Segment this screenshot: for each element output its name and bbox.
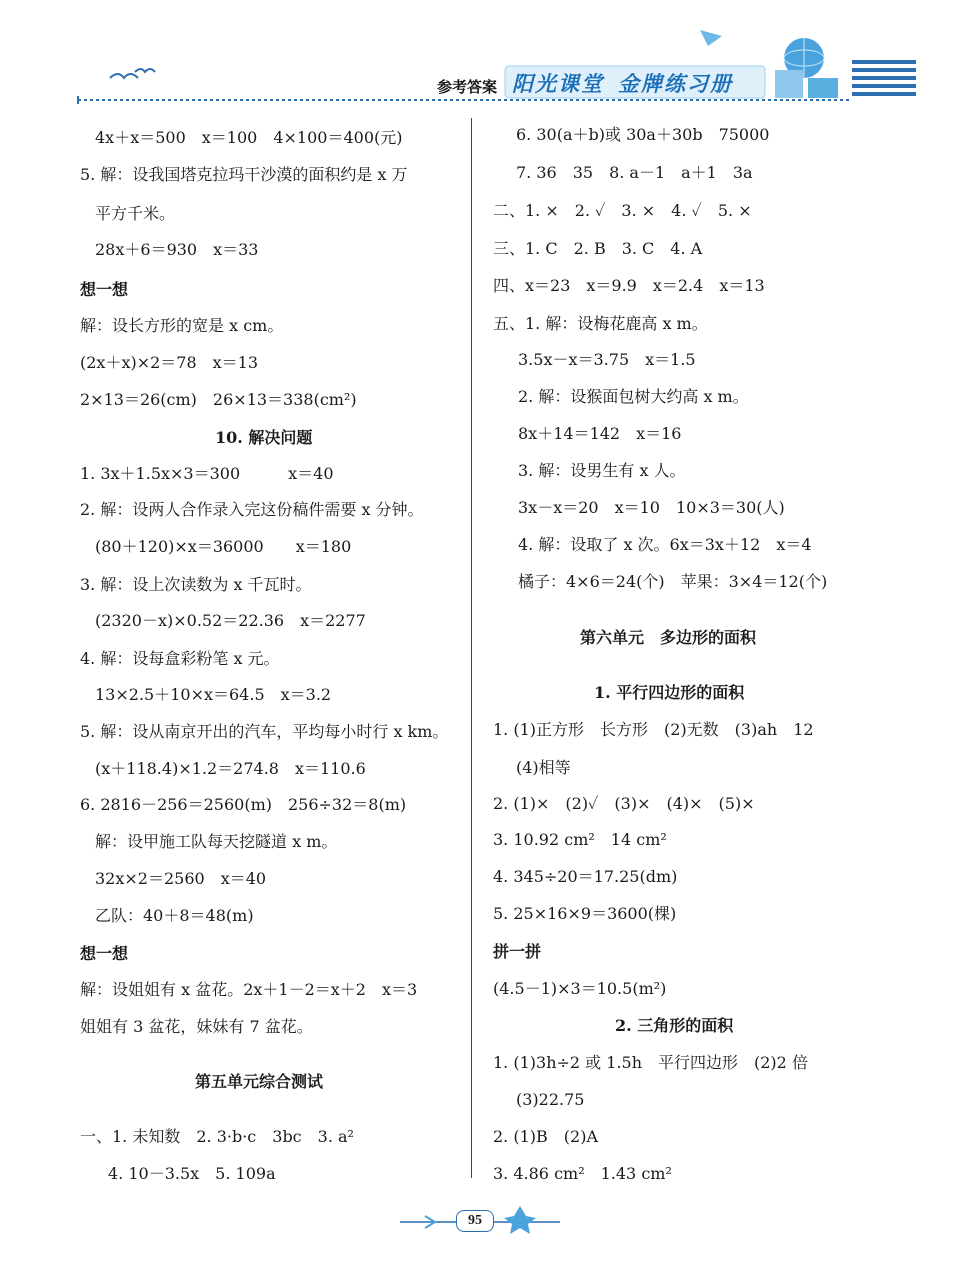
answer-line: 3. 解：设男生有 x 人。 (518, 461, 686, 480)
answer-line: 4x＋x＝500 x＝100 4×100＝400(元) (95, 128, 403, 147)
answer-line: 一、1. 未知数 2. 3·b·c 3bc 3. a² (80, 1127, 354, 1146)
page-number: 95 (456, 1210, 494, 1232)
answer-line: (2320－x)×0.52＝22.36 x＝2277 (95, 611, 366, 630)
answer-line: 4. 10－3.5x 5. 109a (108, 1164, 276, 1183)
answer-line: 6. 30(a＋b)或 30a＋30b 75000 (516, 125, 770, 144)
answer-line: 4. 解：设取了 x 次。6x＝3x＋12 x＝4 (518, 535, 812, 554)
section-heading: 拼一拼 (493, 942, 542, 961)
answer-line: 2. (1)× (2)✓ (3)× (4)× (5)× (493, 794, 755, 813)
answer-line: 3. 4.86 cm² 1.43 cm² (493, 1164, 672, 1183)
answer-line: 3.5x－x＝3.75 x＝1.5 (518, 350, 696, 369)
answer-line: 4. 解：设每盒彩粉笔 x 元。 (80, 649, 280, 668)
answer-line: 橘子：4×6＝24(个) 苹果：3×4＝12(个) (518, 572, 828, 591)
section-heading: 1. 平行四边形的面积 (594, 683, 745, 702)
answer-line: 3. 解：设上次读数为 x 千瓦时。 (80, 575, 312, 594)
column-divider (471, 118, 472, 1178)
answer-line: 1. 3x＋1.5x×3＝300 x＝40 (80, 464, 334, 483)
answer-line: 姐姐有 3 盆花，妹妹有 7 盆花。 (80, 1017, 313, 1036)
answer-line: 4. 345÷20＝17.25(dm) (493, 867, 678, 886)
answer-line: 32x×2＝2560 x＝40 (95, 869, 267, 888)
answer-line: 7. 36 35 8. a－1 a＋1 3a (516, 163, 753, 182)
section-heading: 第五单元综合测试 (195, 1072, 324, 1091)
answer-line: 五、1. 解：设梅花鹿高 x m。 (493, 314, 708, 333)
answer-line: 1. (1)3h÷2 或 1.5h 平行四边形 (2)2 倍 (493, 1053, 808, 1072)
answer-line: 2×13＝26(cm) 26×13＝338(cm²) (80, 390, 357, 409)
answer-line: 2. 解：设两人合作录入完这份稿件需要 x 分钟。 (80, 500, 424, 519)
answer-line: (4.5－1)×3＝10.5(m²) (493, 979, 667, 998)
header-title-part1: 阳光课堂 (512, 72, 604, 96)
answer-line: 3. 10.92 cm² 14 cm² (493, 830, 667, 849)
section-heading: 第六单元 多边形的面积 (580, 628, 757, 647)
answer-line: (x＋118.4)×1.2＝274.8 x＝110.6 (95, 759, 366, 778)
answer-line: (4)相等 (516, 758, 571, 777)
answer-line: 13×2.5＋10×x＝64.5 x＝3.2 (95, 685, 332, 704)
answer-line: (3)22.75 (516, 1090, 585, 1109)
answer-line: 8x＋14＝142 x＝16 (518, 424, 682, 443)
answer-line: 28x＋6＝930 x＝33 (95, 240, 259, 259)
header-title (512, 68, 747, 98)
page-header (0, 0, 960, 110)
answer-line: 5. 解：设从南京开出的汽车，平均每小时行 x km。 (80, 722, 449, 741)
header-title-part2: 金牌练习册 (618, 72, 733, 96)
answer-line: 三、1. C 2. B 3. C 4. A (493, 239, 703, 258)
answer-line: 解：设长方形的宽是 x cm。 (80, 316, 284, 335)
answer-line: 5. 解：设我国塔克拉玛干沙漠的面积约是 x 万 (80, 165, 408, 184)
bird-icon (110, 74, 138, 78)
answer-line: 四、x＝23 x＝9.9 x＝2.4 x＝13 (493, 276, 765, 295)
header-label: 参考答案 (437, 78, 498, 96)
section-heading: 2. 三角形的面积 (615, 1016, 734, 1035)
answer-line: (2x＋x)×2＝78 x＝13 (80, 353, 259, 372)
section-heading: 10. 解决问题 (215, 428, 313, 447)
page-footer (0, 1188, 960, 1238)
answer-line: 5. 25×16×9＝3600(棵) (493, 904, 677, 923)
answer-line: 解：设甲施工队每天挖隧道 x m。 (95, 832, 338, 851)
answer-line: (80＋120)×x＝36000 x＝180 (95, 537, 352, 556)
answer-line: 乙队：40＋8＝48(m) (95, 906, 254, 925)
answer-line: 6. 2816－256＝2560(m) 256÷32＝8(m) (80, 795, 407, 814)
pinwheel-icon (504, 1206, 536, 1234)
answer-line: 1. (1)正方形 长方形 (2)无数 (3)ah 12 (493, 720, 814, 739)
answer-line: 2. 解：设猴面包树大约高 x m。 (518, 387, 749, 406)
answer-line: 2. (1)B (2)A (493, 1127, 598, 1146)
answer-line: 解：设姐姐有 x 盆花。2x＋1－2＝x＋2 x＝3 (80, 980, 418, 999)
answer-line: 二、1. × 2. ✓ 3. × 4. ✓ 5. × (493, 201, 752, 220)
section-heading: 想一想 (80, 280, 129, 299)
answer-line: 平方千米。 (95, 204, 176, 223)
answer-line: 3x－x＝20 x＝10 10×3＝30(人) (518, 498, 785, 517)
section-heading: 想一想 (80, 944, 129, 963)
